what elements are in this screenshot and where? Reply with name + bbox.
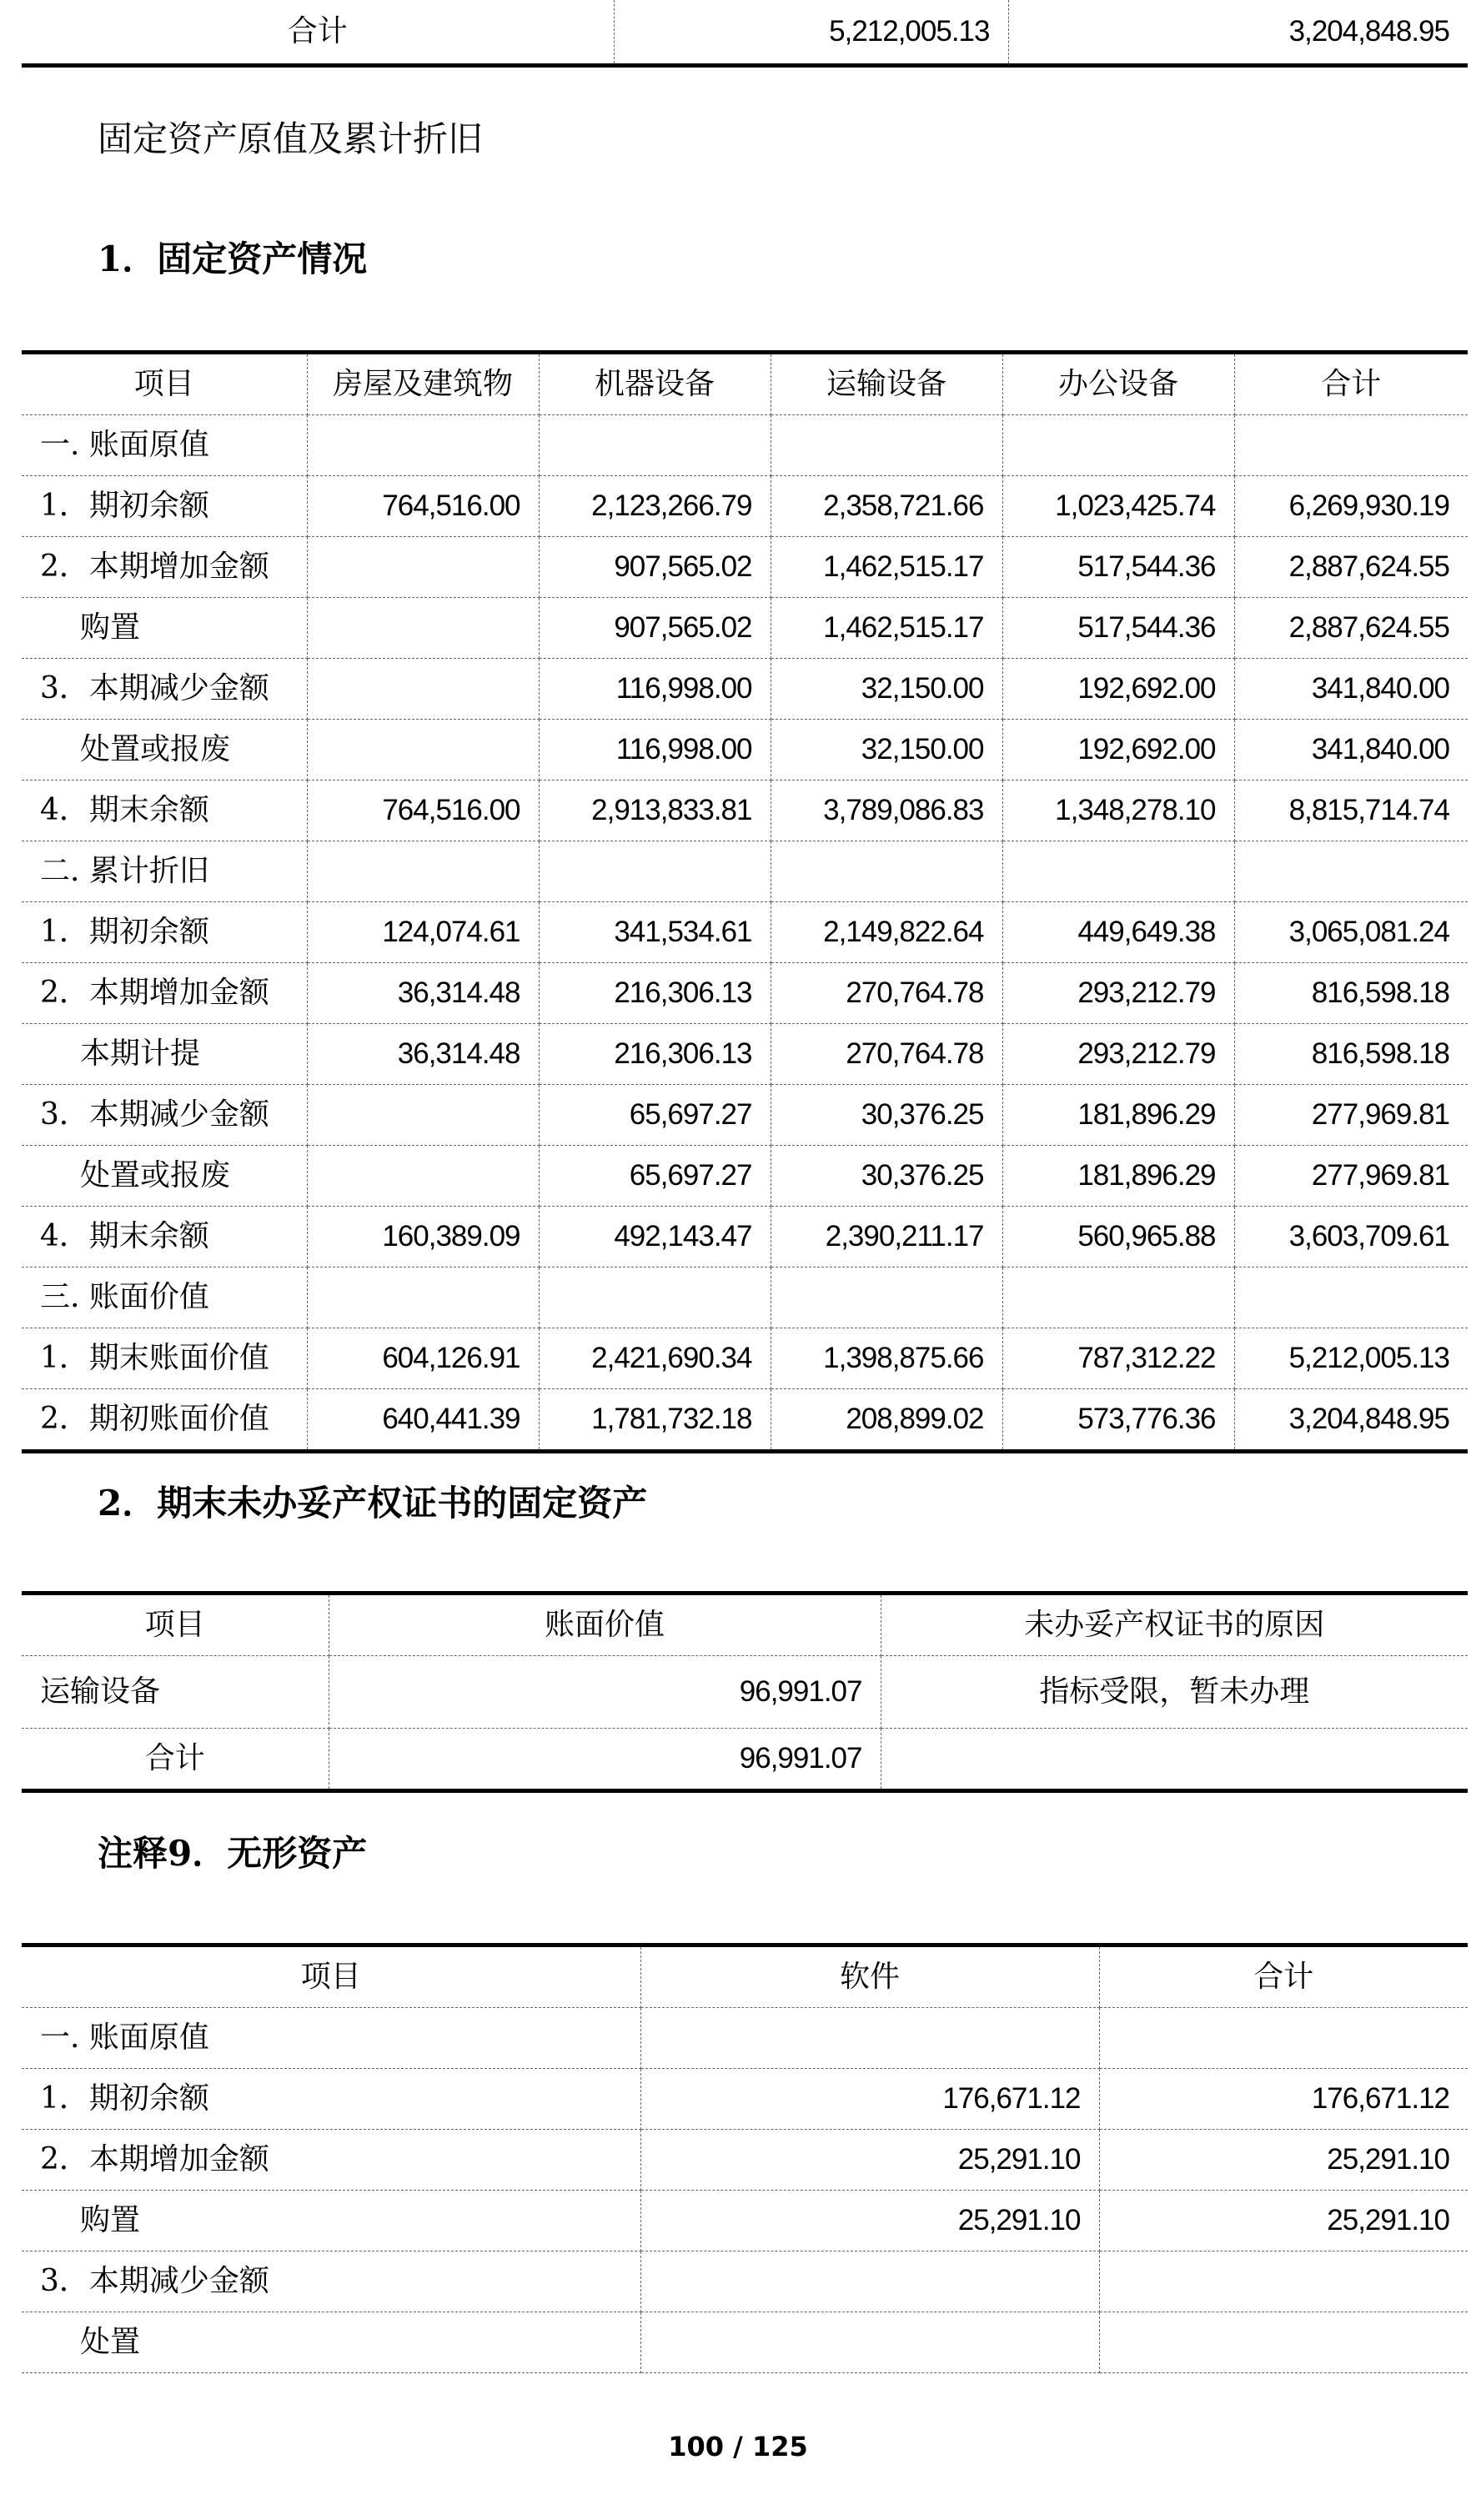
table-row [22,2008,1468,2069]
value-cell: 116,998.00 [539,720,771,781]
value-cell: 25,291.10 [640,2191,1099,2251]
row-label: 2．本期增加金额 [22,963,307,1024]
value-cell: 2,390,211.17 [771,1207,1002,1268]
value-cell [539,841,771,902]
table-row [22,1146,1468,1207]
row-label: 处置或报废 [22,720,307,781]
col-header: 合计 [1099,1945,1468,2008]
value-cell: 181,896.29 [1002,1085,1234,1146]
row-label: 1．期末账面价值 [22,1328,307,1389]
value-cell [307,598,539,659]
table-header-row [22,353,1468,415]
value-cell [1234,841,1468,902]
table-header-row [22,1945,1468,2008]
value-cell: 1,398,875.66 [771,1328,1002,1389]
row-label: 处置 [22,2312,640,2373]
value-cell [640,2251,1099,2312]
value-cell [1099,2251,1468,2312]
value-cell: 3,065,081.24 [1234,902,1468,963]
row-label: 4．期末余额 [22,1207,307,1268]
book-value: 96,991.07 [329,1656,881,1729]
value-cell: 2,887,624.55 [1234,537,1468,598]
no-cert-table [22,1591,1468,1793]
value-cell: 640,441.39 [307,1389,539,1452]
value-cell: 517,544.36 [1002,537,1234,598]
row-label: 三. 账面价值 [22,1268,307,1328]
value-cell: 3,204,848.95 [1234,1389,1468,1452]
value-cell: 449,649.38 [1002,902,1234,963]
value-cell: 192,692.00 [1002,720,1234,781]
row-label: 二. 累计折旧 [22,841,307,902]
table-row [22,0,1468,66]
value-cell [307,659,539,720]
table-row [22,902,1468,963]
value-cell [771,415,1002,476]
value-cell: 208,899.02 [771,1389,1002,1452]
row-label: 处置或报废 [22,1146,307,1207]
value-cell [771,841,1002,902]
total-value: 96,991.07 [329,1729,881,1791]
table-row [22,598,1468,659]
value-cell: 216,306.13 [539,1024,771,1085]
value-cell: 6,269,930.19 [1234,476,1468,537]
value-cell [640,2008,1099,2069]
top-total-table [22,0,1468,68]
fixed-assets-table [22,350,1468,1453]
table-row [22,963,1468,1024]
value-cell [1234,415,1468,476]
value-cell [307,415,539,476]
row-label: 1．期初余额 [22,902,307,963]
value-cell [640,2312,1099,2373]
col-header: 房屋及建筑物 [307,353,539,415]
value-cell: 36,314.48 [307,1024,539,1085]
top-total-value-current: 5,212,005.13 [614,0,1008,66]
value-cell: 181,896.29 [1002,1146,1234,1207]
table-row [22,781,1468,841]
table-row [22,841,1468,902]
value-cell [1002,415,1234,476]
value-cell: 36,314.48 [307,963,539,1024]
col-header: 机器设备 [539,353,771,415]
value-cell: 124,074.61 [307,902,539,963]
value-cell [307,1268,539,1328]
value-cell: 1,462,515.17 [771,598,1002,659]
value-cell: 341,534.61 [539,902,771,963]
value-cell: 2,149,822.64 [771,902,1002,963]
value-cell: 176,671.12 [1099,2069,1468,2130]
table-row [22,1207,1468,1268]
value-cell: 3,789,086.83 [771,781,1002,841]
value-cell: 764,516.00 [307,781,539,841]
value-cell [539,1268,771,1328]
col-header: 项目 [22,353,307,415]
value-cell: 270,764.78 [771,1024,1002,1085]
value-cell: 65,697.27 [539,1085,771,1146]
value-cell: 25,291.10 [640,2130,1099,2191]
value-cell: 816,598.18 [1234,963,1468,1024]
value-cell: 293,212.79 [1002,1024,1234,1085]
table-header-row [22,1594,1468,1656]
table-row [22,476,1468,537]
col-header: 未办妥产权证书的原因 [881,1594,1468,1656]
value-cell: 2,421,690.34 [539,1328,771,1389]
row-label: 本期计提 [22,1024,307,1085]
value-cell: 2,123,266.79 [539,476,771,537]
value-cell [307,1146,539,1207]
value-cell: 270,764.78 [771,963,1002,1024]
top-total-value-prior: 3,204,848.95 [1008,0,1468,66]
heading-no-cert-assets: 2．期末未办妥产权证书的固定资产 [98,1483,648,1524]
value-cell: 2,913,833.81 [539,781,771,841]
row-label: 一. 账面原值 [22,415,307,476]
value-cell: 907,565.02 [539,598,771,659]
row-label: 2．本期增加金额 [22,2130,640,2191]
value-cell [307,537,539,598]
row-label: 2．期初账面价值 [22,1389,307,1452]
table-row [22,2130,1468,2191]
table-row [22,1729,1468,1791]
table-row [22,1268,1468,1328]
top-total-label: 合计 [22,0,614,66]
row-label: 1．期初余额 [22,2069,640,2130]
table-row [22,415,1468,476]
value-cell: 277,969.81 [1234,1146,1468,1207]
col-header: 项目 [22,1594,329,1656]
col-header: 办公设备 [1002,353,1234,415]
value-cell [539,415,771,476]
value-cell: 517,544.36 [1002,598,1234,659]
row-label: 一. 账面原值 [22,2008,640,2069]
value-cell: 25,291.10 [1099,2130,1468,2191]
table-row [22,1389,1468,1452]
col-header: 软件 [640,1945,1099,2008]
row-label: 4．期末余额 [22,781,307,841]
value-cell: 1,462,515.17 [771,537,1002,598]
value-cell: 1,781,732.18 [539,1389,771,1452]
value-cell: 116,998.00 [539,659,771,720]
value-cell: 1,023,425.74 [1002,476,1234,537]
value-cell: 2,358,721.66 [771,476,1002,537]
value-cell: 216,306.13 [539,963,771,1024]
table-row [22,2312,1468,2373]
value-cell: 192,692.00 [1002,659,1234,720]
table-row [22,1656,1468,1729]
table-row [22,1328,1468,1389]
value-cell: 293,212.79 [1002,963,1234,1024]
value-cell: 25,291.10 [1099,2191,1468,2251]
value-cell [307,841,539,902]
value-cell: 907,565.02 [539,537,771,598]
value-cell: 65,697.27 [539,1146,771,1207]
value-cell [307,720,539,781]
value-cell: 32,150.00 [771,720,1002,781]
row-label: 1．期初余额 [22,476,307,537]
value-cell: 277,969.81 [1234,1085,1468,1146]
heading-note9: 注释9．无形资产 [98,1833,368,1874]
value-cell [1002,841,1234,902]
value-cell: 492,143.47 [539,1207,771,1268]
row-label: 合计 [22,1729,329,1791]
intangible-table [22,1943,1468,2373]
value-cell: 30,376.25 [771,1146,1002,1207]
value-cell: 816,598.18 [1234,1024,1468,1085]
value-cell: 32,150.00 [771,659,1002,720]
col-header: 合计 [1234,353,1468,415]
value-cell: 8,815,714.74 [1234,781,1468,841]
value-cell: 341,840.00 [1234,720,1468,781]
value-cell: 176,671.12 [640,2069,1099,2130]
value-cell [307,1085,539,1146]
value-cell [1099,2312,1468,2373]
row-label: 运输设备 [22,1656,329,1729]
row-label: 3．本期减少金额 [22,2251,640,2312]
value-cell [771,1268,1002,1328]
row-label: 购置 [22,2191,640,2251]
col-header: 账面价值 [329,1594,881,1656]
table-row [22,1085,1468,1146]
table-row [22,537,1468,598]
row-label: 3．本期减少金额 [22,1085,307,1146]
value-cell: 764,516.00 [307,476,539,537]
table-row [22,720,1468,781]
value-cell: 604,126.91 [307,1328,539,1389]
value-cell [1002,1268,1234,1328]
row-label: 2．本期增加金额 [22,537,307,598]
value-cell: 560,965.88 [1002,1207,1234,1268]
value-cell: 30,376.25 [771,1085,1002,1146]
empty-cell [881,1729,1468,1791]
value-cell: 573,776.36 [1002,1389,1234,1452]
value-cell: 5,212,005.13 [1234,1328,1468,1389]
value-cell [1099,2008,1468,2069]
heading-fixed-assets: 固定资产原值及累计折旧 [98,118,484,159]
value-cell: 160,389.09 [307,1207,539,1268]
value-cell: 2,887,624.55 [1234,598,1468,659]
value-cell: 3,603,709.61 [1234,1207,1468,1268]
heading-fixed-assets-status: 1．固定资产情况 [98,238,368,279]
reason-text: 指标受限，暂未办理 [881,1656,1468,1729]
col-header: 运输设备 [771,353,1002,415]
row-label: 3．本期减少金额 [22,659,307,720]
row-label: 购置 [22,598,307,659]
page-number: 100 / 125 [668,2431,808,2462]
table-row [22,2191,1468,2251]
col-header: 项目 [22,1945,640,2008]
value-cell: 787,312.22 [1002,1328,1234,1389]
table-row [22,1024,1468,1085]
value-cell: 1,348,278.10 [1002,781,1234,841]
value-cell: 341,840.00 [1234,659,1468,720]
table-row [22,659,1468,720]
table-row [22,2069,1468,2130]
table-row [22,2251,1468,2312]
value-cell [1234,1268,1468,1328]
